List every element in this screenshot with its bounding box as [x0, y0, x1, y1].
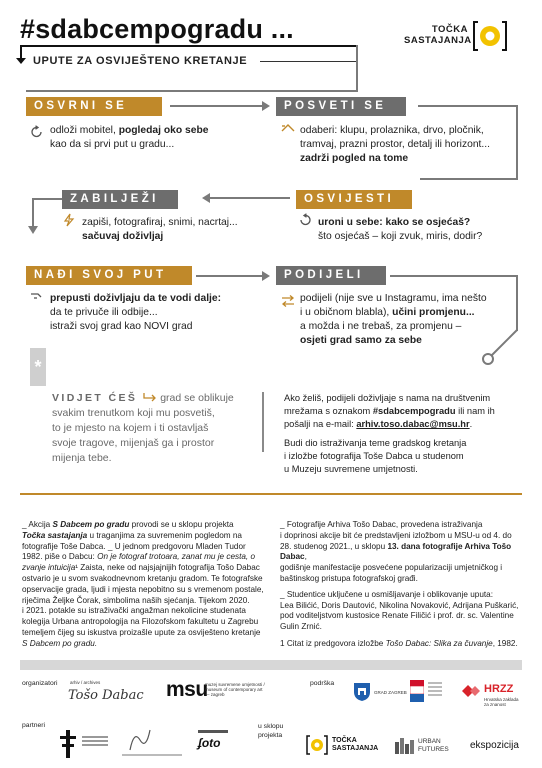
text-span: .: [469, 419, 473, 430]
down-arrow-icon: [16, 58, 26, 64]
text-line: i izložbe fotografija Toše Dabca u studenom: [284, 450, 464, 461]
text-span: 1982. piše o Dabcu:: [22, 552, 98, 562]
text-line: i doprinosi akcije bit će predstavljeni izložbom u MSU-u od 4. do: [280, 530, 512, 540]
text-line: pod voditeljstvom kustosice Renate Filičić i prof. dr. sc. Valentine: [280, 611, 514, 621]
connector: [420, 178, 518, 180]
text-line: Budi dio istraživanja teme gradskog kretanja: [284, 437, 467, 448]
step-label-podijeli: PODIJELI: [276, 266, 386, 285]
text-line: tramvaj, prazni prostor, detalj ili horizont...: [300, 139, 490, 150]
hashtag: #sdabcempogradu: [372, 406, 456, 417]
text-line: FUTURES: [418, 745, 449, 753]
u-sklopu-label: [258, 722, 283, 740]
hrzz-logo-icon: [460, 682, 480, 700]
divider: [262, 392, 264, 452]
section-divider: [20, 493, 522, 495]
connector: [516, 105, 518, 180]
tocka-sastajanja-logo-text: [404, 24, 472, 46]
zoom-arrows-icon: [281, 121, 295, 135]
text-bold: osjeti grad samo za sebe: [300, 335, 422, 346]
text-line: opservacije grada, ljudi i mjesta nepobitno su s vremenom postale,: [22, 584, 264, 594]
title-underline: [20, 45, 358, 47]
text-line: TOČKA: [332, 737, 357, 744]
right-arrow-icon: [262, 271, 270, 281]
text-line: baštinskog pristupa fotografskoj građi.: [280, 573, 418, 583]
msu-subtitle: [205, 682, 269, 697]
text-span: pošalji na e-mail:: [284, 419, 357, 430]
text-line: istraži svoj grad kao NOVI grad: [50, 321, 193, 332]
text-span: ili nam ih: [455, 406, 495, 417]
arhiv-label: arhiv / archives: [70, 680, 101, 685]
step-label-nadji-svoj-put: NAĐI SVOJ PUT: [26, 266, 192, 285]
podrska-label: podrška: [310, 680, 335, 687]
left-arrow-icon: [202, 193, 210, 203]
step-text-zabiljezi: [82, 216, 272, 244]
ekspozicija-logo: ekspozicija: [470, 740, 519, 751]
subtitle-line: [260, 61, 358, 62]
grad-zagreb-crest-icon: [353, 682, 371, 702]
text-span: _ Akcija: [22, 520, 53, 529]
hrzz-subtitle: Hrvatska zaklada za znanost: [484, 697, 519, 707]
text-italic: zvanje intuicija: [22, 563, 76, 573]
text-line: _ Studentice uključene u osmišljavanje i oblikovanje uputa:: [280, 589, 494, 599]
swap-arrows-icon: [281, 294, 295, 308]
text-span: mrežama s oznakom: [284, 406, 373, 417]
vidjet-ces-block: [52, 391, 262, 466]
asterisk-icon: *: [30, 348, 46, 386]
connector: [26, 90, 358, 92]
connector: [32, 198, 34, 226]
grad-zagreb-label: GRAD ZAGREB: [374, 690, 407, 695]
text-italic: S Dabcem po gradu.: [22, 638, 98, 648]
ministry-crest-icon: [410, 680, 424, 702]
connector: [196, 275, 262, 277]
partneri-label: partneri: [22, 722, 46, 729]
hrzz-label: HRZZ: [484, 683, 514, 695]
tocka-logo-small-icon: [306, 735, 328, 755]
text-bold: učini promjenu...: [392, 307, 475, 318]
ministry-text-logo: [428, 682, 442, 702]
faculty-text-logo: [82, 736, 108, 746]
connector: [390, 275, 518, 277]
tocka-logo-icon: [472, 20, 508, 52]
page-subtitle: UPUTE ZA OSVIJEŠTENO KRETANJE: [33, 55, 248, 67]
text-bold-italic: Točka sastajanja: [22, 530, 88, 540]
text-span: 28. studenog 2021., u sklopu: [280, 541, 388, 551]
institute-text-logo: [122, 754, 182, 756]
step-label-posveti-se: POSVETI SE: [276, 97, 406, 116]
text-span: grad se oblikuje: [160, 392, 234, 404]
text-line: godišnje manifestacije posvećene popularizaciji umjetničkog i: [280, 563, 503, 573]
text-line: riječima Željke Čorak, simbolima naših sjećanja. Tijekom 2020.: [22, 595, 250, 605]
logo-line-2: SASTAJANJA: [404, 35, 472, 46]
text-line: fotografije Toše Dabca. _ U jednom predgovoru Mladen Tudor: [22, 541, 246, 551]
text-line: kao da si prvi put u gradu...: [50, 139, 175, 150]
text-line: muzej suvremene umjetnosti /: [205, 682, 265, 687]
refresh-arrow-icon: [298, 213, 312, 227]
step-label-osvijesti: OSVIJESTI: [296, 190, 412, 209]
text-line: projekta: [258, 732, 283, 739]
text-line: ostvario je u svom svakodnevnom kretanju gradom. Te fotografske: [22, 573, 263, 583]
text-line: to je mjesto na kojem i ti ostavljaš: [52, 422, 209, 434]
path-icon: [30, 290, 44, 304]
step-label-zabiljezi: ZABILJEŽI: [62, 190, 178, 209]
text-span: odloži mobitel,: [50, 125, 119, 136]
urban-futures-icon: [394, 736, 416, 754]
text-bold: prepusti doživljaju da te vodi dalje:: [50, 293, 222, 304]
text-line: museum of contemporary art: [205, 687, 263, 692]
institute-logo-icon: [126, 728, 154, 752]
connector: [418, 105, 518, 107]
text-line: — zagreb: [205, 692, 225, 697]
text-line: URBAN: [418, 738, 441, 745]
circular-arrow-icon: [30, 125, 44, 139]
footer-band: [20, 660, 522, 670]
connector: [32, 198, 62, 200]
connector: [170, 105, 262, 107]
step-label-osvrni-se: OSVRNI SE: [26, 97, 162, 116]
text-line: mijenja tebe.: [52, 452, 112, 464]
msu-logo: msu: [166, 678, 208, 701]
right-arrow-icon: [262, 101, 270, 111]
text-line: zapiši, fotografiraj, snimi, nacrtaj...: [82, 217, 238, 228]
text-line: Gulin Zrnić.: [280, 622, 322, 632]
step-text-podijeli: [300, 292, 520, 348]
text-span: ¹ Zaista, neke od najsjajnijih fotografija Tošo Dabac: [75, 563, 260, 573]
text-line: odaberi: klupu, prolaznika, drvo, pločnik,: [300, 125, 484, 136]
text-line: i 2021. potakle su istraživački angažman nekolicine studenata: [22, 606, 246, 616]
text-bold: 13. dana fotografije Arhiva Tošo Dabac: [280, 541, 512, 562]
footer-left-column: [22, 520, 270, 650]
logo-line-1: TOČKA: [431, 24, 468, 35]
text-line: u sklopu: [258, 723, 284, 730]
text-bold: uroni u sebe: kako se osjećaš?: [318, 217, 471, 228]
text-bold: sačuvaj doživljaj: [82, 231, 164, 242]
photo-society-logo: ʄoto: [198, 730, 232, 756]
email-link[interactable]: arhiv.toso.dabac@msu.hr: [356, 419, 470, 430]
text-line: Ako želiš, podijeli doživljaje s nama na društvenim: [284, 393, 491, 403]
text-line: podijeli (nije sve u Instagramu, ima nešto: [300, 293, 487, 304]
step-text-posveti: [300, 124, 530, 166]
text-bold-italic: S Dabcem po gradu: [52, 520, 130, 529]
organizatori-label: organizatori: [22, 680, 58, 687]
step-text-nadji: [50, 292, 260, 334]
text-line: kolegija Urbana antropologija na Filozofskom fakultetu u Zagrebu: [22, 617, 259, 627]
text-italic: Tošo Dabac: Slika za čuvanje: [385, 638, 493, 648]
step-text-osvrni: [50, 124, 260, 152]
connector: [356, 45, 358, 92]
text-italic: On je fotograf trotoara, zanat mu je cesta, o: [97, 552, 256, 562]
text-bold: zadrži pogled na tome: [300, 153, 409, 164]
connector: [210, 197, 290, 199]
text-span: 1 Citat iz predgovora izložbe: [280, 638, 386, 648]
text-line: SASTAJANJA: [332, 745, 379, 752]
text-span: i u običnom blablа),: [300, 307, 393, 318]
text-bold: pogledaj oko sebe: [118, 125, 209, 136]
text-span: ,: [304, 552, 307, 562]
page-title: #sdabcempogradu ...: [20, 14, 294, 44]
vidjet-heading: VIDJET ĆEŠ: [52, 392, 138, 404]
signature-logo: Tošo Dabac: [68, 688, 144, 703]
text-span: provodi se u sklopu projekta: [129, 520, 234, 529]
text-line: a možda i ne trebaš, za promjenu –: [300, 321, 462, 332]
footer-right-column: [280, 520, 524, 650]
text-span: u traganjima za suvremenim pogledom na: [87, 530, 242, 540]
text-line: _ Fotografije Arhiva Tošo Dabac, provedena istraživanja: [280, 520, 483, 529]
text-line: Lea Bilićić, Doris Dautović, Nikolina Novaković, Adrijana Puškarić,: [280, 600, 519, 610]
step-text-osvijesti: [318, 216, 518, 244]
tocka-small-text: [332, 737, 378, 753]
text-line: svoje tragove, mijenjaš ga i prostor: [52, 437, 215, 449]
down-arrow-icon: [28, 226, 38, 234]
text-line: temeljem čijeg su iskustva proizašle upute za osviješteno kretanje: [22, 627, 261, 637]
lightning-icon: [62, 213, 76, 227]
text-line: svakim trenutkom koji mu posvetiš,: [52, 407, 215, 419]
curved-arrow-icon: [143, 392, 157, 402]
text-line: što osjećaš – koji zvuk, miris, dodir?: [318, 231, 483, 242]
text-line: u Muzeju suvremene umjetnosti.: [284, 464, 418, 475]
faculty-logo-icon: [58, 730, 78, 758]
share-block: [284, 392, 516, 476]
text-line: da te privuče ili odbije...: [50, 307, 158, 318]
text-span: , 1982.: [492, 638, 518, 648]
urban-futures-label: [418, 738, 449, 753]
